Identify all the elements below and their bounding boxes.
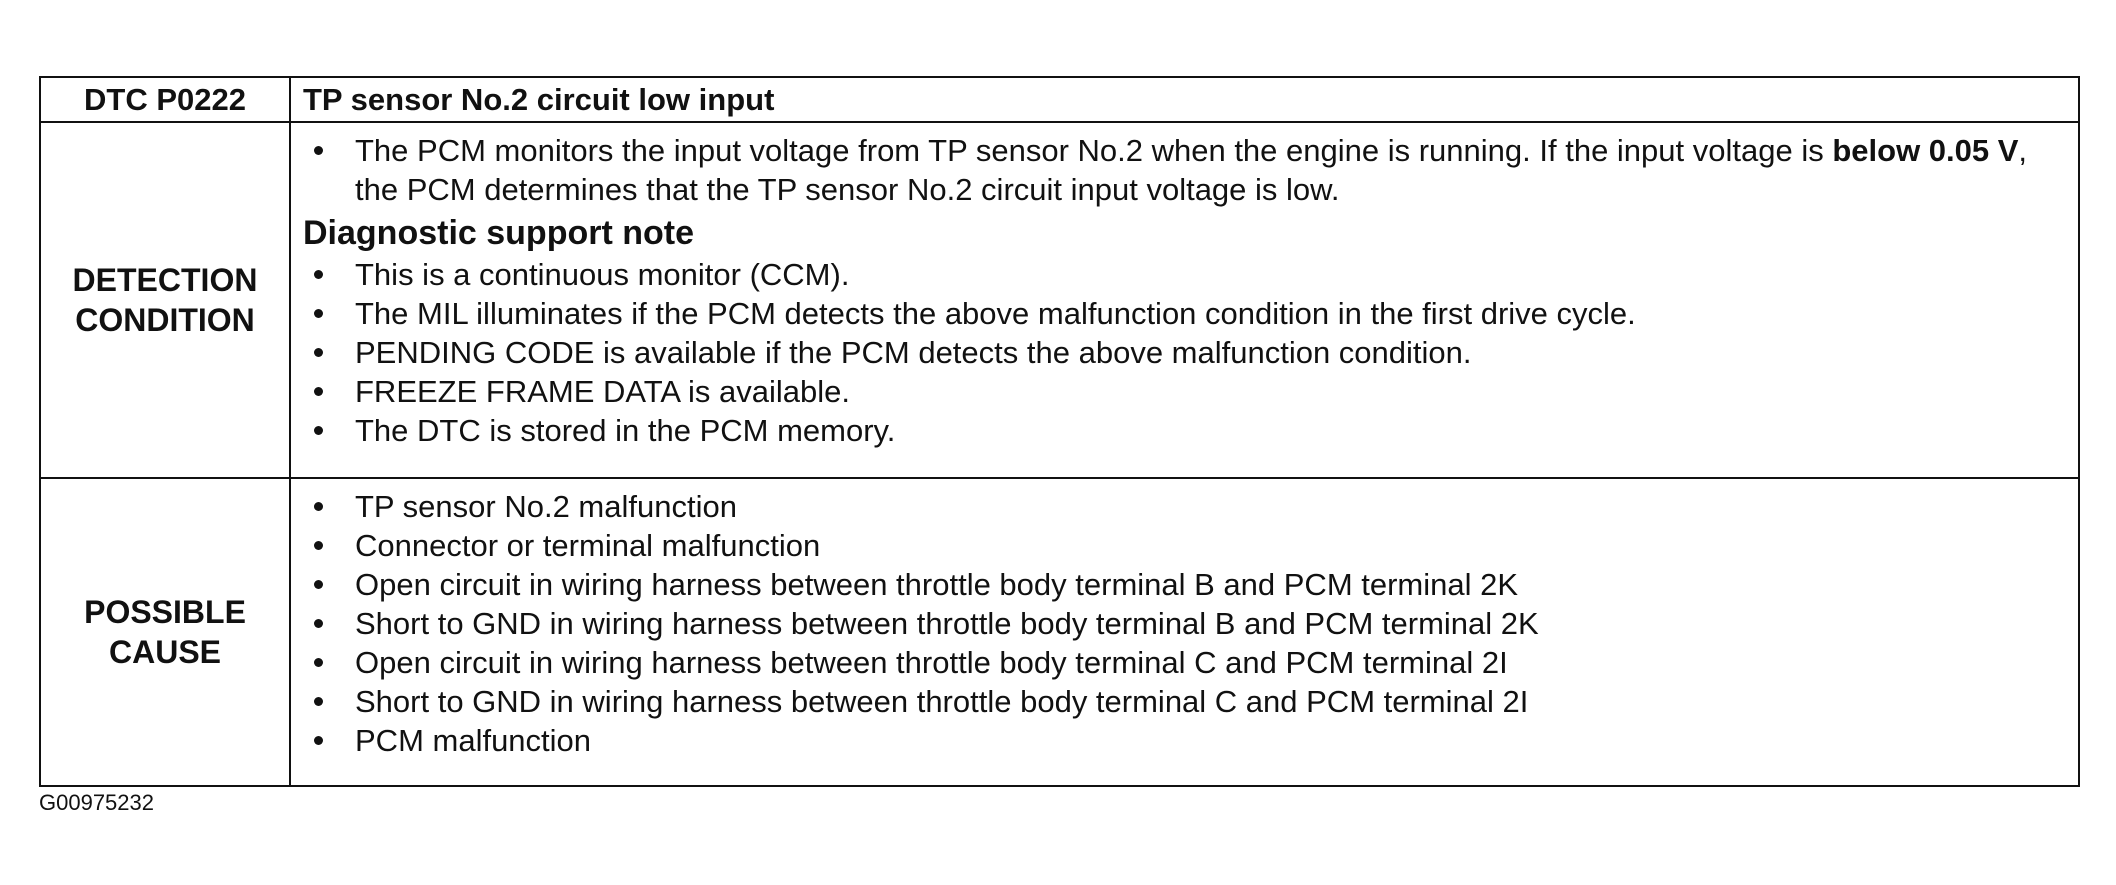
intro-text-pre: The PCM monitors the input voltage from TP sensor No.2 when the engine is running. If the input voltage is bbox=[355, 133, 1824, 168]
list-item: PCM malfunction bbox=[303, 721, 2066, 760]
cause-list bbox=[303, 487, 2066, 760]
detection-label bbox=[40, 122, 290, 478]
cause-content bbox=[290, 478, 2079, 786]
detection-intro-item bbox=[303, 131, 2066, 209]
list-item: Open circuit in wiring harness between throttle body terminal C and PCM terminal 2I bbox=[303, 643, 2066, 682]
dtc-table bbox=[39, 76, 2080, 787]
detection-intro-list bbox=[303, 131, 2066, 209]
support-note-heading: Diagnostic support note bbox=[303, 214, 694, 252]
detection-label-line2: CONDITION bbox=[75, 302, 255, 338]
cause-label-line2: CAUSE bbox=[108, 634, 221, 670]
detection-row bbox=[40, 122, 2079, 478]
list-item: TP sensor No.2 malfunction bbox=[303, 487, 2066, 526]
dtc-code: DTC P0222 bbox=[40, 77, 290, 122]
list-item: FREEZE FRAME DATA is available. bbox=[303, 372, 2066, 411]
cause-label-line1: POSSIBLE bbox=[84, 594, 246, 630]
cause-row bbox=[40, 478, 2079, 786]
dtc-title: TP sensor No.2 circuit low input bbox=[290, 77, 2079, 122]
list-item: Short to GND in wiring harness between throttle body terminal B and PCM terminal 2K bbox=[303, 604, 2066, 643]
header-row bbox=[40, 77, 2079, 122]
support-notes-list bbox=[303, 255, 2066, 450]
detection-content bbox=[290, 122, 2079, 478]
intro-text-post: , the PCM determines that the TP sensor No.2 circuit input voltage is low. bbox=[355, 133, 2028, 207]
cause-label bbox=[40, 478, 290, 786]
list-item: The MIL illuminates if the PCM detects the above malfunction condition in the first drive cycle. bbox=[303, 294, 2066, 333]
intro-threshold: below 0.05 V bbox=[1832, 133, 2019, 168]
list-item: Open circuit in wiring harness between throttle body terminal B and PCM terminal 2K bbox=[303, 565, 2066, 604]
list-item: PENDING CODE is available if the PCM detects the above malfunction condition. bbox=[303, 333, 2066, 372]
figure-id: G00975232 bbox=[39, 790, 154, 815]
detection-label-line1: DETECTION bbox=[72, 262, 258, 298]
list-item: Short to GND in wiring harness between throttle body terminal C and PCM terminal 2I bbox=[303, 682, 2066, 721]
list-item: The DTC is stored in the PCM memory. bbox=[303, 411, 2066, 450]
list-item: Connector or terminal malfunction bbox=[303, 526, 2066, 565]
list-item: This is a continuous monitor (CCM). bbox=[303, 255, 2066, 294]
